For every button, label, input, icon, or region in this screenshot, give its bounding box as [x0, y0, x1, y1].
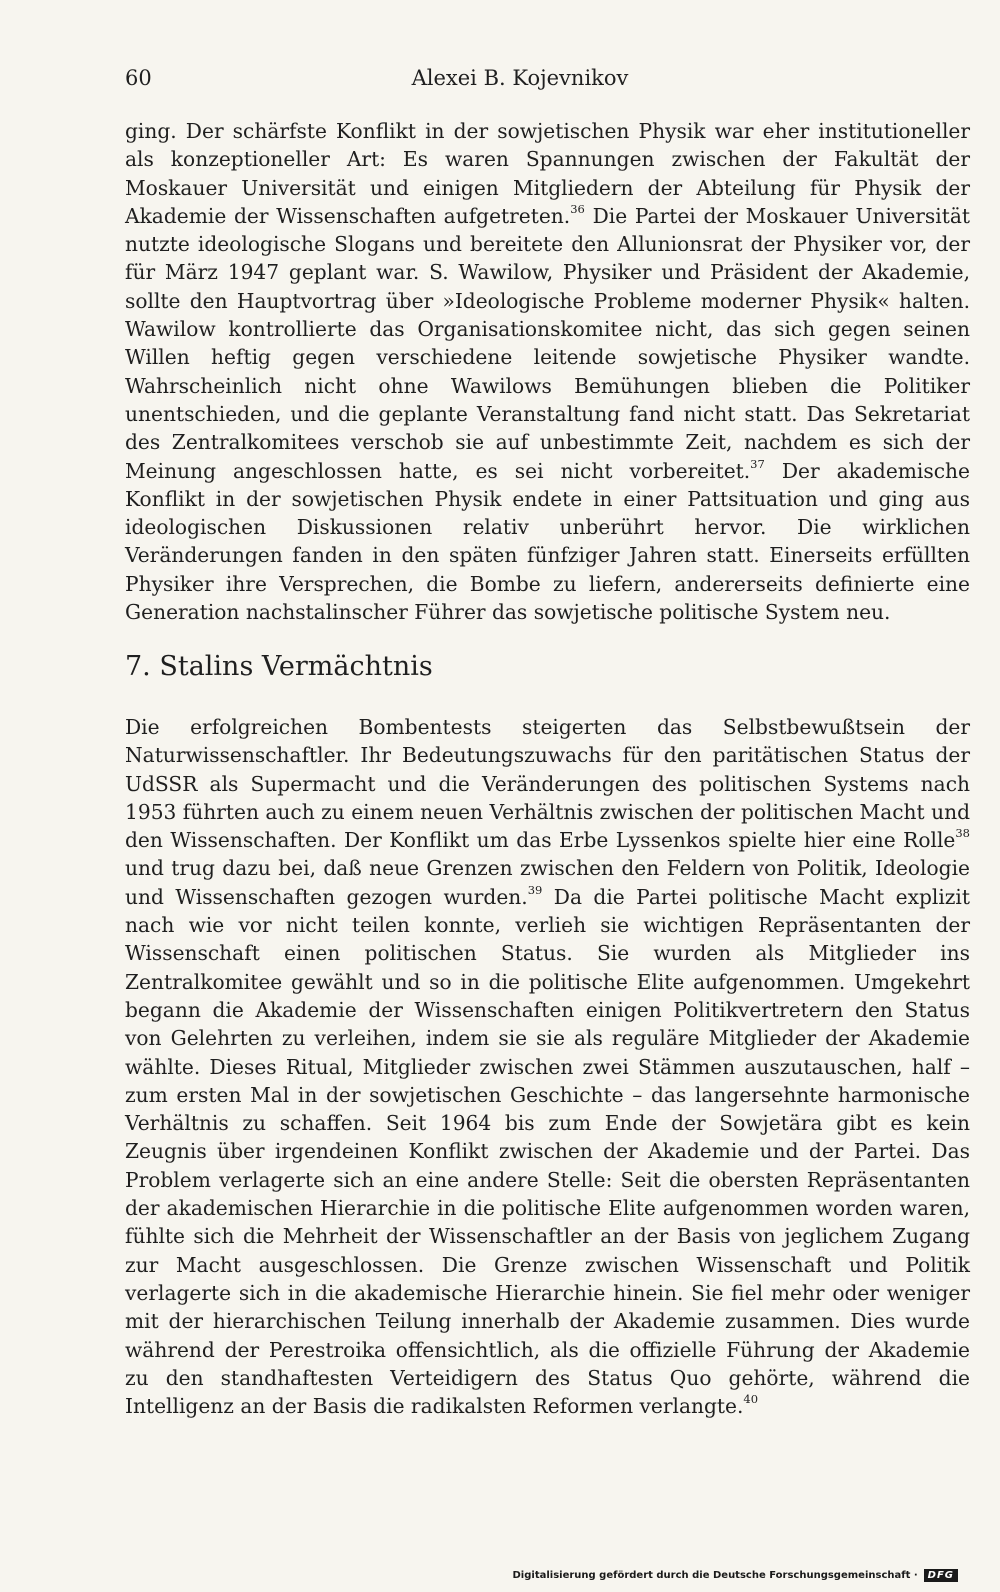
running-head: Alexei B. Kojevnikov [411, 66, 629, 90]
credit-text: Digitalisierung gefördert durch die Deutsche Forschungsgemeinschaft · [512, 1570, 918, 1581]
body-paragraph [125, 117, 970, 626]
footnote-reference[interactable]: 37 [750, 456, 765, 471]
body-paragraph [125, 713, 970, 1420]
paragraph-text: ging. Der schärfste Konflikt in der sowjetischen Physik war eher institutioneller als konzeptioneller Art: Es waren Spannungen zwischen der Fakultät der Moskauer Universität und einigen Mitgliedern der Abteilung für Physik der Akademie der Wissenschaften aufgetreten. [125, 119, 970, 228]
footnote-reference[interactable]: 38 [955, 826, 970, 841]
paragraph-text: Die erfolgreichen Bombentests steigerten das Selbstbewußtsein der Naturwissenschaftler. Ihr Bedeutungszuwachs für den paritätischen Status der UdSSR als Supermacht und die Veränderungen des politischen Systems nach 1953 führten auch zu einem neuen Verhältnis zwischen der politischen Macht und den Wissenschaften. Der Konflikt um das Erbe Lyssenkos spielte hier eine Rolle [125, 715, 971, 853]
section-heading: 7. Stalins Vermächtnis [125, 651, 433, 682]
digitization-credit [513, 1569, 959, 1582]
footnote-reference[interactable]: 40 [743, 1392, 759, 1407]
paragraph-text: Da die Partei politische Macht explizit nach wie vor nicht teilen konnte, verlieh sie wichtigen Repräsentanten der Wissenschaft einen politischen Status. Sie wurden als Mitglieder ins Zentralkomitee gewählt und so in die politische Elite aufgenommen. Umgekehrt begann die Akademie der Wissenschaften einigen Politikvertretern den Status von Gelehrten zu verleihen, indem sie sie als reguläre Mitglieder der Akademie wählte. Dieses Ritual, Mitglieder zwischen zwei Stämmen auszutauschen, half – zum ersten Mal in der sowjetischen Geschichte – das langersehnte harmonische Verhältnis zu schaffen. Seit 1964 bis zum Ende der Sowjetära gibt es kein Zeugnis über irgendeinen Konflikt zwischen der Akademie und der Partei. Das Problem verlagerte sich an eine andere Stelle: Seit die obersten Repräsentanten der akademischen Hierarchie in die politische Elite aufgenommen worden waren, fühlte sich die Mehrheit der Wissenschaftler an der Basis von jeglichem Zugang zur Macht ausgeschlossen. Die Grenze zwischen Wissenschaft und Politik verlagerte sich in die akademische Hierarchie hinein. Sie fiel mehr oder weniger mit der hierarchischen Teilung innerhalb der Akademie zusammen. Dies wurde während der Perestroika offensichtlich, als die offizielle Führung der Akademie zu den standhaftesten Verteidigern des Status Quo gehörte, während die Intelligenz an der Basis die radikalsten Reformen verlangte. [125, 884, 970, 1419]
page-number: 60 [125, 66, 152, 90]
paragraph-text: und trug dazu bei, daß neue Grenzen zwischen den Feldern von Politik, Ideologie und Wissenschaften gezogen wurden. [125, 856, 970, 909]
footnote-reference[interactable]: 39 [527, 883, 543, 898]
paragraph-text: Die Partei der Moskauer Universität nutzte ideologische Slogans und bereitete den Allunionsrat der Physiker vor, der für März 1947 geplant war. S. Wawilow, Physiker und Präsident der Akademie, sollte den Hauptvortrag über »Ideologische Probleme moderner Physik« halten. Wawilow kontrollierte das Organisationskomitee nicht, das sich gegen seinen Willen heftig gegen verschiedene leitende sowjetische Physiker wandte. Wahrscheinlich nicht ohne Wawilows Bemühungen blieben die Politiker unentschieden, und die geplante Veranstaltung fand nicht statt. Das Sekretariat des Zentralkomitees verschob sie auf unbestimmte Zeit, nachdem es sich der Meinung angeschlossen hatte, es sei nicht vorbereitet. [125, 203, 970, 483]
footnote-reference[interactable]: 36 [570, 202, 585, 217]
dfg-logo: DFG [924, 1569, 958, 1582]
paragraph-text: Der akademische Konflikt in der sowjetischen Physik endete in einer Pattsituation und ging aus ideologischen Diskussionen relativ unberührt hervor. Die wirklichen Veränderungen fanden in den späten fünfziger Jahren statt. Einerseits erfüllten Physiker ihre Versprechen, die Bombe zu liefern, andererseits definierte eine Generation nachstalinscher Führer das sowjetische politische System neu. [125, 458, 970, 625]
